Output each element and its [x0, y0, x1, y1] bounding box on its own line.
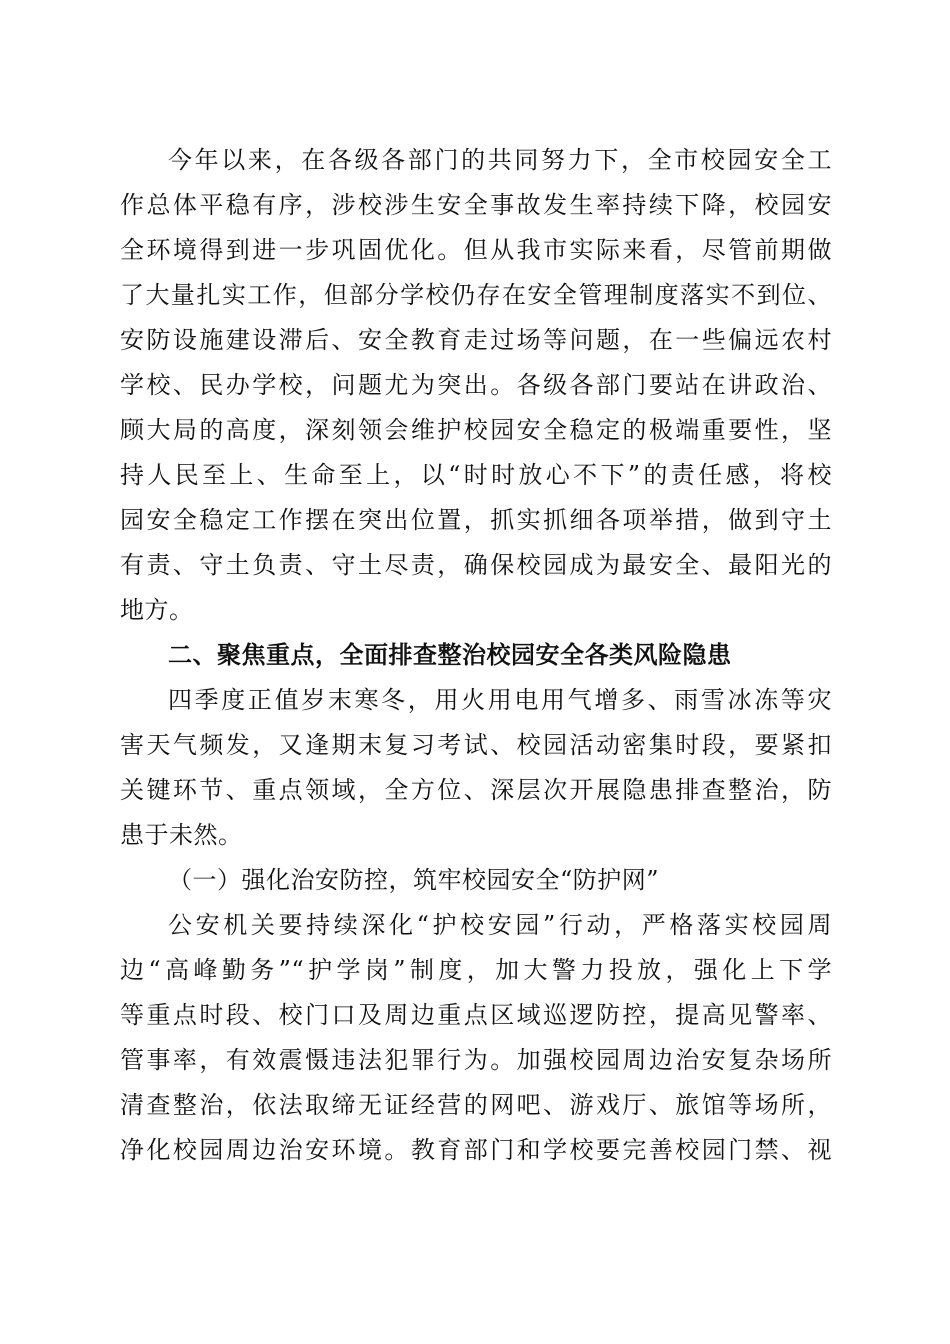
- paragraph-line: 有责、守土负责、守土尽责，确保校园成为最安全、最阳光的: [120, 551, 832, 579]
- paragraph-line: 学校、民办学校，问题尤为突出。各级各部门要站在讲政治、: [120, 371, 832, 399]
- section-heading: 二、聚焦重点，全面排查整治校园安全各类风险隐患: [168, 641, 732, 669]
- subsection-heading: （一）强化治安防控，筑牢校园安全“防护网”: [168, 866, 660, 894]
- paragraph-line: 了大量扎实工作，但部分学校仍存在安全管理制度落实不到位、: [120, 281, 832, 309]
- paragraph-line: 园安全稳定工作摆在突出位置，抓实抓细各项举措，做到守土: [120, 506, 832, 534]
- paragraph-line: 顾大局的高度，深刻领会维护校园安全稳定的极端重要性，坚: [120, 416, 832, 444]
- paragraph-line: 全环境得到进一步巩固优化。但从我市实际来看，尽管前期做: [120, 236, 832, 264]
- paragraph-line: 边“高峰勤务”“护学岗”制度，加大警力投放，强化上下学: [120, 956, 832, 984]
- paragraph-line: 公安机关要持续深化“护校安园”行动，严格落实校园周: [168, 911, 832, 939]
- paragraph-line: 等重点时段、校门口及周边重点区域巡逻防控，提高见警率、: [120, 1001, 832, 1029]
- paragraph-line: 净化校园周边治安环境。教育部门和学校要完善校园门禁、视: [120, 1136, 832, 1164]
- paragraph-line: 安防设施建设滞后、安全教育走过场等问题，在一些偏远农村: [120, 326, 832, 354]
- paragraph-line: 关键环节、重点领域，全方位、深层次开展隐患排查整治，防: [120, 776, 832, 804]
- paragraph-line: 四季度正值岁末寒冬，用火用电用气增多、雨雪冰冻等灾: [168, 686, 832, 714]
- paragraph-line: 持人民至上、生命至上，以“时时放心不下”的责任感，将校: [120, 461, 832, 489]
- paragraph-line: 害天气频发，又逢期末复习考试、校园活动密集时段，要紧扣: [120, 731, 832, 759]
- paragraph-line: 管事率，有效震慑违法犯罪行为。加强校园周边治安复杂场所: [120, 1046, 832, 1074]
- paragraph-line: 今年以来，在各级各部门的共同努力下，全市校园安全工: [168, 146, 832, 174]
- paragraph-line: 清查整治，依法取缔无证经营的网吧、游戏厅、旅馆等场所，: [120, 1091, 832, 1119]
- paragraph-line: 患于未然。: [120, 821, 243, 849]
- paragraph-line: 作总体平稳有序，涉校涉生安全事故发生率持续下降，校园安: [120, 191, 832, 219]
- paragraph-line: 地方。: [120, 596, 194, 624]
